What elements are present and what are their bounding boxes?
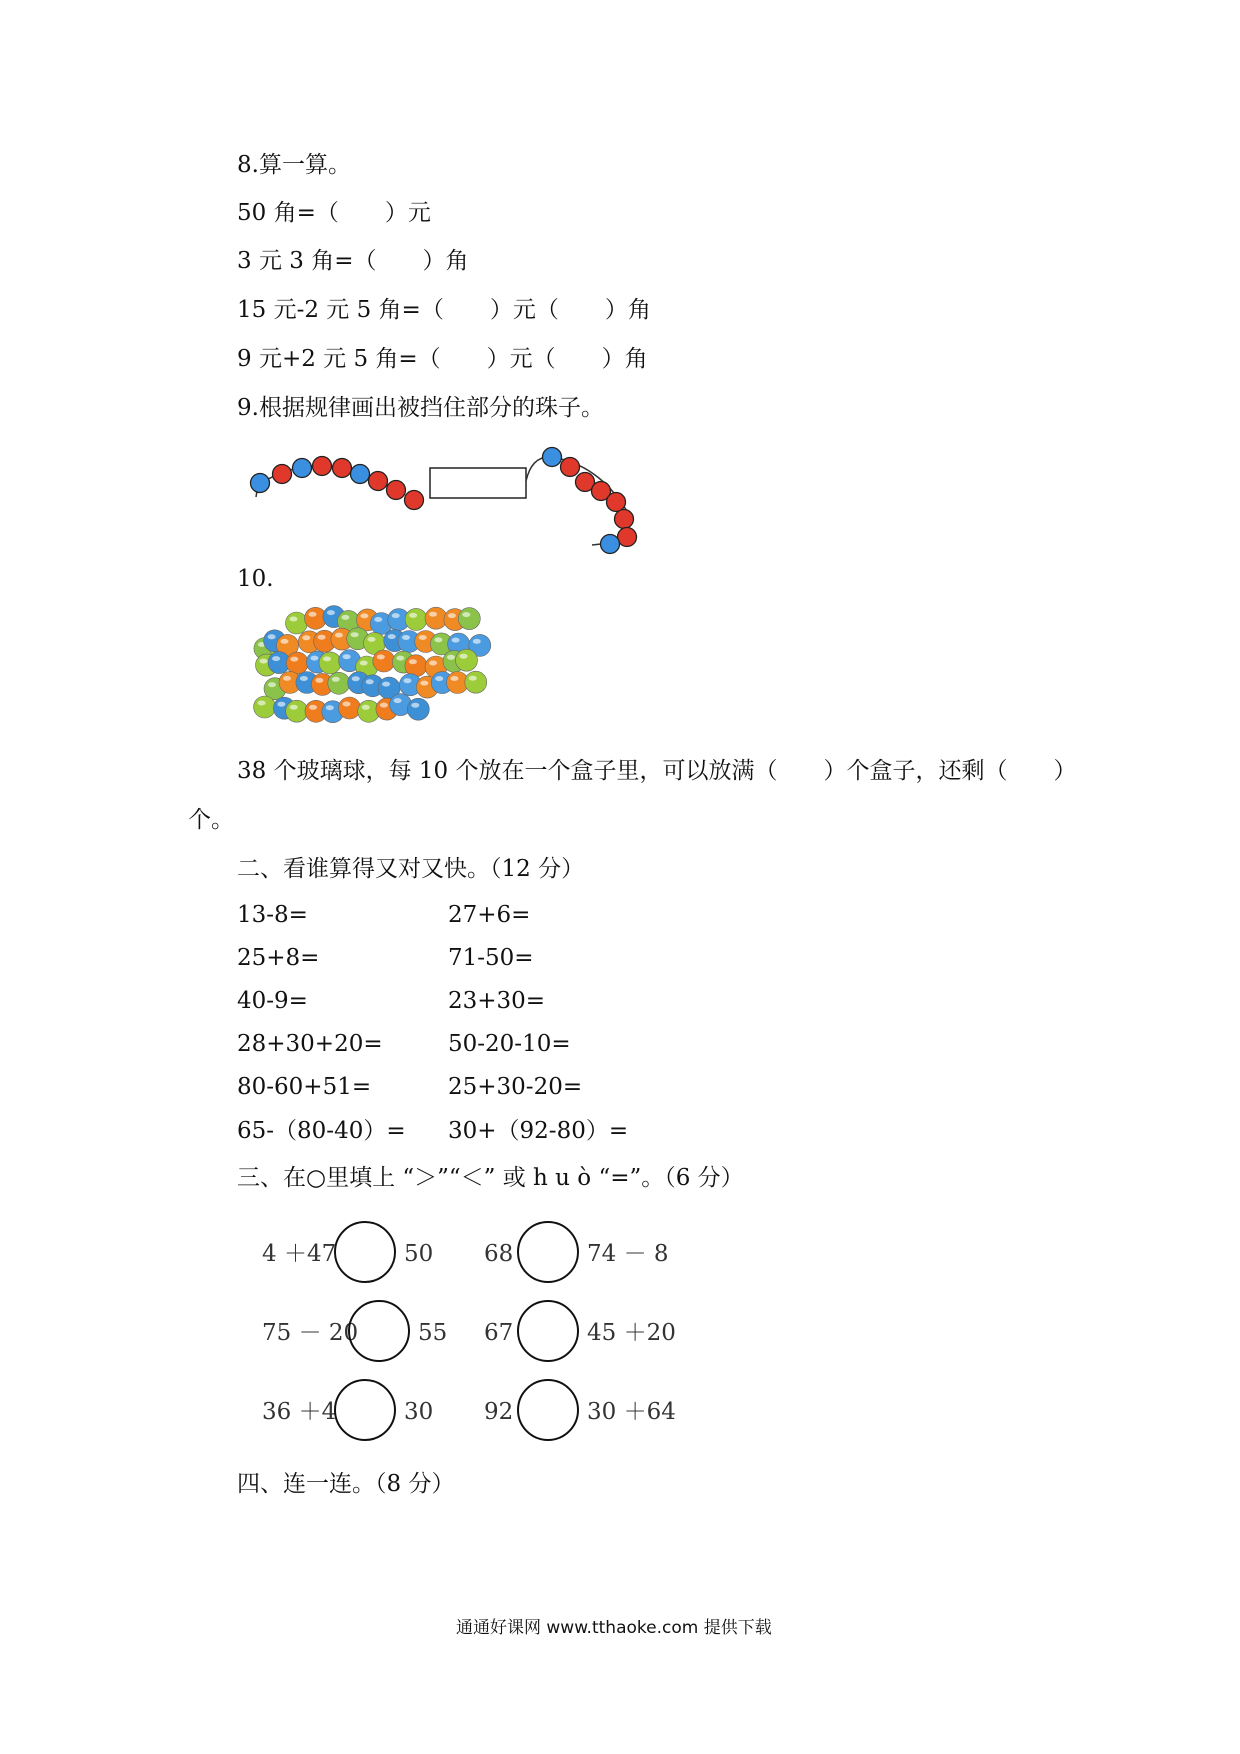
section-10-title: 10. [237,566,274,592]
marble-highlight [302,635,310,640]
marble-highlight [469,676,477,681]
marble-highlight [402,635,410,640]
compare-right-expr: 30 ＋64 [587,1399,676,1425]
section-8-title: 8.算一算。 [237,152,351,178]
marble-highlight [351,632,359,637]
marble-highlight [452,638,460,643]
blue-bead [601,535,620,554]
marble-highlight [374,617,382,622]
blue-bead [543,448,562,467]
marble-highlight [377,655,385,660]
calc-item: 30+（92-80）= [448,1118,629,1144]
marble-highlight [403,678,411,683]
compare-left-expr: 68 [484,1241,514,1267]
marble-highlight [429,661,437,666]
marble-highlight [290,705,298,710]
calc-item: 80-60+51= [237,1074,372,1100]
glass-marble [339,697,361,719]
glass-marble [286,612,308,634]
part-2-title: 二、看谁算得又对又快。（12 分） [237,856,585,882]
exercise-line: 15 元-2 元 5 角=（ ）元（ ）角 [237,297,651,323]
marble-highlight [409,659,417,664]
red-bead [313,457,332,476]
marble-highlight [360,661,368,666]
marble-highlight [451,676,459,681]
part-4-title: 四、连一连。（8 分） [237,1471,455,1497]
marbles-figure [248,598,508,738]
calc-item: 13-8= [237,902,308,928]
glass-marble [458,608,480,630]
marble-highlight [309,612,317,617]
marble-highlight [343,654,351,659]
red-bead [618,528,637,547]
compare-left-expr: 92 [484,1399,514,1425]
compare-left-expr: 67 [484,1320,514,1346]
red-bead [405,491,424,510]
marble-highlight [341,615,349,620]
glass-marble [407,698,429,720]
compare-circle[interactable] [334,1379,396,1441]
glass-marble [405,655,427,677]
compare-right-expr: 74 － 8 [587,1241,669,1267]
marble-highlight [327,610,335,615]
question-line: 个。 [188,807,234,833]
red-bead [333,459,352,478]
red-bead [369,472,388,491]
footer-text: 通通好课网 www.tthaoke.com 提供下载 [456,1618,772,1638]
marble-highlight [326,705,334,710]
compare-right-expr: 50 [404,1241,434,1267]
question-line: 38 个玻璃球，每 10 个放在一个盒子里，可以放满（ ）个盒子，还剩（ ） [237,758,1077,784]
marble-highlight [429,612,437,617]
calc-item: 40-9= [237,988,308,1014]
marble-highlight [352,676,360,681]
calc-item: 25+8= [237,945,320,971]
glass-marble [373,650,395,672]
marble-highlight [447,655,455,660]
marble-highlight [323,656,331,661]
marble-highlight [258,701,266,706]
marble-highlight [290,617,298,622]
marble-highlight [435,676,443,681]
glass-marble [286,652,308,674]
glass-marble [328,672,350,694]
marble-highlight [290,657,298,662]
marble-highlight [396,656,404,661]
calc-item: 25+30-20= [448,1074,583,1100]
compare-circle[interactable] [517,1221,579,1283]
marble-highlight [382,682,390,687]
hidden-box [430,468,526,498]
marble-highlight [420,681,428,686]
compare-right-expr: 55 [418,1320,448,1346]
marble-highlight [448,613,456,618]
red-bead [273,465,292,484]
glass-marble [456,649,478,671]
blue-bead [293,459,312,478]
bead-string-figure [240,435,660,555]
marble-highlight [411,703,419,708]
marble-highlight [360,613,368,618]
glass-marble [254,696,276,718]
calc-item: 28+30+20= [237,1031,383,1057]
compare-right-expr: 30 [404,1399,434,1425]
marble-highlight [272,656,280,661]
marble-highlight [366,679,374,684]
marble-highlight [380,703,388,708]
compare-circle[interactable] [334,1221,396,1283]
section-9-title: 9.根据规律画出被挡住部分的珠子。 [237,395,604,421]
blue-bead [351,465,370,484]
marble-highlight [473,639,481,644]
calc-item: 71-50= [448,945,534,971]
compare-right-expr: 45 ＋20 [587,1320,676,1346]
marble-highlight [362,705,370,710]
compare-left-expr: 36 ＋4 [262,1399,337,1425]
compare-circle[interactable] [348,1300,410,1362]
red-bead [615,510,634,529]
marble-highlight [260,659,268,664]
marble-highlight [283,676,291,681]
marble-highlight [315,678,323,683]
calc-item: 65-（80-40）= [237,1118,406,1144]
marble-highlight [268,682,276,687]
marble-highlight [332,677,340,682]
marble-highlight [388,634,396,639]
compare-circle[interactable] [517,1379,579,1441]
marble-highlight [281,639,289,644]
calc-item: 27+6= [448,902,531,928]
blue-bead [251,474,270,493]
marble-highlight [277,702,285,707]
exercise-line: 9 元+2 元 5 角=（ ）元（ ）角 [237,346,648,372]
compare-left-expr: 75 － 20 [262,1320,359,1346]
compare-circle[interactable] [517,1300,579,1362]
part-3-title: 三、在○里填上 “＞”“＜” 或 h u ò “=”。（6 分） [237,1165,744,1191]
exercise-line: 50 角=（ ）元 [237,200,431,226]
red-bead [387,481,406,500]
marble-highlight [310,656,318,661]
marble-highlight [462,612,470,617]
calc-item: 23+30= [448,988,546,1014]
glass-marble [286,700,308,722]
marble-highlight [368,637,376,642]
marble-highlight [300,676,308,681]
marble-highlight [394,698,402,703]
glass-marble [319,652,341,674]
exercise-line: 3 元 3 角=（ ）角 [237,248,469,274]
marble-highlight [434,637,442,642]
marble-highlight [309,705,317,710]
marble-highlight [343,702,351,707]
red-bead [561,458,580,477]
compare-left-expr: 4 ＋47 [262,1241,337,1267]
glass-marble [465,671,487,693]
marble-highlight [318,635,326,640]
marble-highlight [409,613,417,618]
marble-highlight [335,633,343,638]
marble-highlight [419,635,427,640]
marble-highlight [460,654,468,659]
marble-highlight [268,634,276,639]
glass-marble [405,608,427,630]
marble-highlight [392,613,400,618]
calc-item: 50-20-10= [448,1031,571,1057]
red-bead [607,493,626,512]
